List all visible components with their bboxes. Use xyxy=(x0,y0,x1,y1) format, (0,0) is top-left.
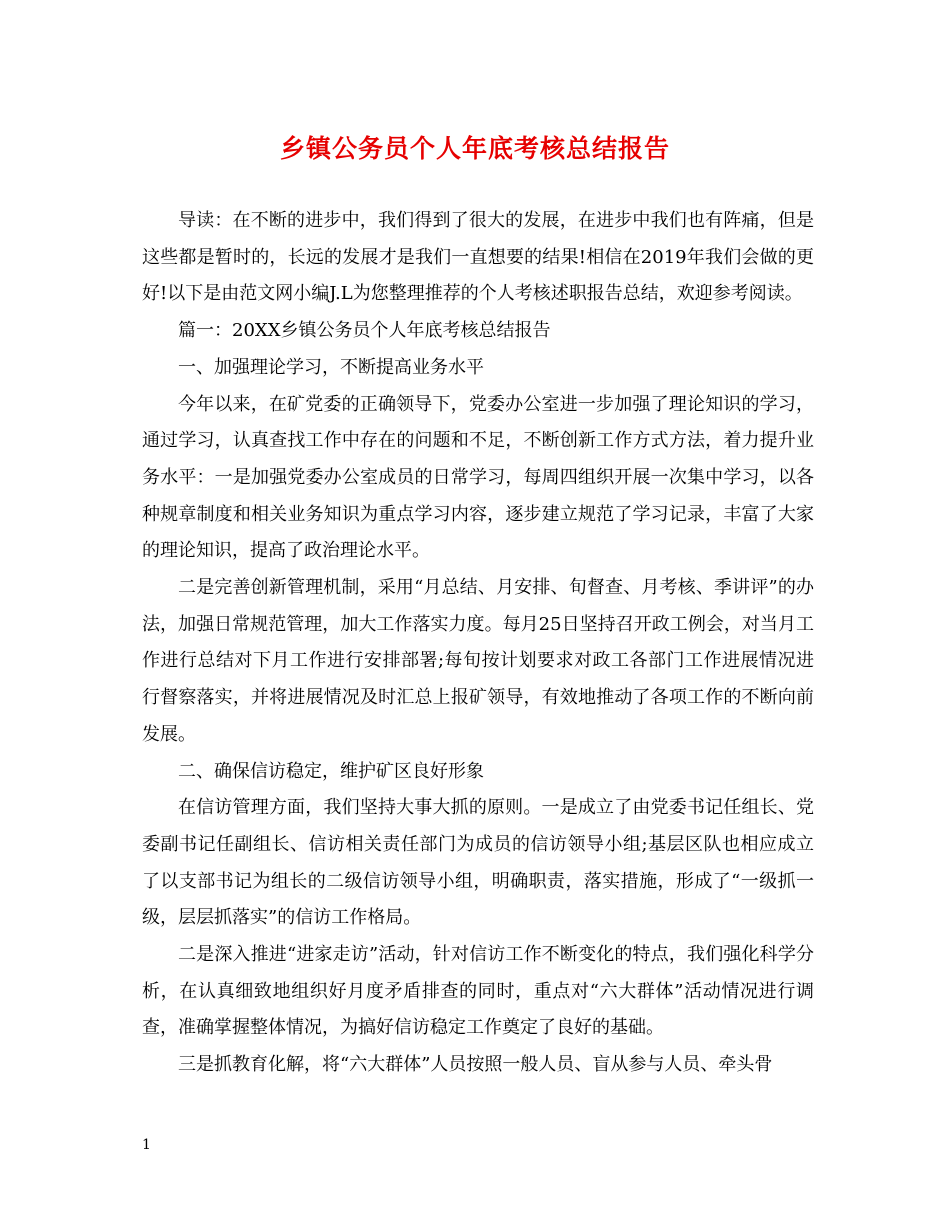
paragraph-chapter-heading: 篇一：20XX乡镇公务员个人年底考核总结报告 xyxy=(178,320,551,342)
paragraph: 二是深入推进“进家走访”活动，针对信访工作不断变化的特点，我们强化科学分析，在认真细致地组织好月度矛盾排查的同时，重点对“六大群体”活动情况进行调查，准确掌握整体情况，为搞好信访稳定工作奠定了良好的基础。 xyxy=(142,944,814,1039)
page-number: 1 xyxy=(142,1137,151,1153)
paragraph-intro: 导读：在不断的进步中，我们得到了很大的发展，在进步中我们也有阵痛，但是这些都是暂时的，长远的发展才是我们一直想要的结果!相信在2019年我们会做的更好!以下是由范文网小编J.L为您整理推荐的个人考核述职报告总结，欢迎参考阅读。 xyxy=(142,210,814,305)
paragraph: 二是完善创新管理机制，采用“月总结、月安排、旬督查、月考核、季讲评”的办法，加强日常规范管理，加大工作落实力度。每月25日坚持召开政工例会，对当月工作进行总结对下月工作进行安排部署;每旬按计划要求对政工各部门工作进展情况进行督察落实，并将进展情况及时汇总上报矿领导，有效地推动了各项工作的不断向前发展。 xyxy=(142,577,814,745)
document-body xyxy=(142,203,814,1084)
section-heading-1: 一、加强理论学习，不断提高业务水平 xyxy=(178,356,484,378)
document-title: 乡镇公务员个人年底考核总结报告 xyxy=(279,134,670,163)
section-heading-2: 二、确保信访稳定，维护矿区良好形象 xyxy=(178,760,484,782)
paragraph: 三是抓教育化解，将“六大群体”人员按照一般人员、盲从参与人员、牵头骨 xyxy=(178,1054,773,1076)
paragraph: 在信访管理方面，我们坚持大事大抓的原则。一是成立了由党委书记任组长、党委副书记任副组长、信访相关责任部门为成员的信访领导小组;基层区队也相应成立了以支部书记为组长的二级信访领导小组，明确职责，落实措施，形成了“一级抓一级，层层抓落实”的信访工作格局。 xyxy=(142,797,814,929)
paragraph: 今年以来，在矿党委的正确领导下，党委办公室进一步加强了理论知识的学习，通过学习，认真查找工作中存在的问题和不足，不断创新工作方式方法，着力提升业务水平：一是加强党委办公室成员的日常学习，每周四组织开展一次集中学习，以各种规章制度和相关业务知识为重点学习内容，逐步建立规范了学习记录，丰富了大家的理论知识，提高了政治理论水平。 xyxy=(142,393,814,562)
